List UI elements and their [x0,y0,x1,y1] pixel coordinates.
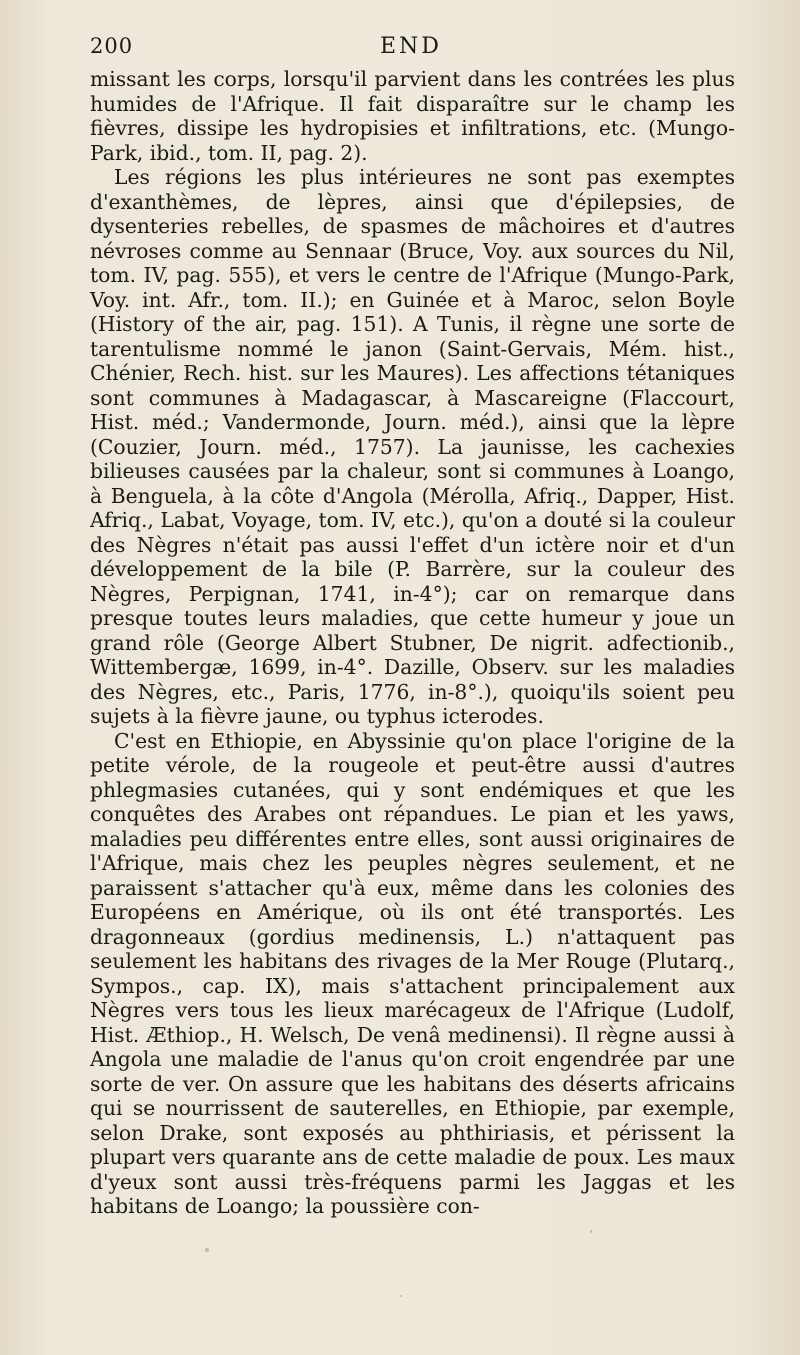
paragraph-3: C'est en Ethiopie, en Abyssinie qu'on place l'origine de la petite vérole, de la rougeole et peut-être aussi d'autres phlegmasies cutanées, qui y sont endémiques et que les conquêtes des Arabes ont répandues. Le pian et les yaws, maladies peu différentes entre elles, sont aussi originaires de l'Afrique, mais chez les peuples nègres seulement, et ne paraissent s'attacher qu'à eux, même dans les colonies des Européens en Amérique, où ils ont été transportés. Les dragonneaux (gordius medinensis, L.) n'attaquent pas seulement les habitans des rivages de la Mer Rouge (Plutarq., Sympos., cap. IX), mais s'attachent principalement aux Nègres vers tous les lieux marécageux de l'Afrique (Ludolf, Hist. Æthiop., H. Welsch, De venâ medinensi). Il règne aussi à Angola une maladie de l'anus qu'on croit engendrée par une sorte de ver. On assure que les habitans des déserts africains qui se nourrissent de sauterelles, en Ethiopie, par exemple, selon Drake, sont exposés au phthiriasis, et périssent la plupart vers quarante ans de cette maladie de poux. Les maux d'yeux sont aussi très-fréquens parmi les Jaggas et les habitans de Loango; la poussière con- [90,728,735,1218]
page-header [90,34,735,64]
paragraph-2: Les régions les plus intérieures ne sont pas exemptes d'exanthèmes, de lèpres, ainsi que d'épilepsies, de dysenteries rebelles, de spasmes de mâchoires et d'autres névroses comme au Sennaar (Bruce, Voy. aux sources du Nil, tom. IV, pag. 555), et vers le centre de l'Afrique (Mungo-Park, Voy. int. Afr., tom. II.); en Guinée et à Maroc, selon Boyle (History of the air, pag. 151). A Tunis, il règne une sorte de tarentulisme nommé le janon (Saint-Gervais, Mém. hist., Chénier, Rech. hist. sur les Maures). Les affections tétaniques sont communes à Madagascar, à Mascareigne (Flaccourt, Hist. méd.; Vandermonde, Journ. méd.), ainsi que la lèpre (Couzier, Journ. méd., 1757). La jaunisse, les cachexies bilieuses causées par la chaleur, sont si communes à Loango, à Benguela, à la côte d'Angola (Mérolla, Afriq., Dapper, Hist. Afriq., Labat, Voyage, tom. IV, etc.), qu'on a douté si la couleur des Nègres n'était pas aussi l'effet d'un ictère noir et d'un développement de la bile (P. Barrère, sur la couleur des Nègres, Perpignan, 1741, in-4°); car on remarque dans presque toutes leurs maladies, que cette humeur y joue un grand rôle (George Albert Stubner, De nigrit. adfectionib., Wittembergæ, 1699, in-4°. Dazille, Observ. sur les maladies des Nègres, etc., Paris, 1776, in-8°.), quoiqu'ils soient peu sujets à la fièvre jaune, ou typhus icterodes. [90,165,735,728]
paper-speck [400,1295,402,1297]
paragraph-1: missant les corps, lorsqu'il parvient dans les contrées les plus humides de l'Afrique. Il fait disparaître sur le champ les fièvres, dissipe les hydropisies et infiltrations, etc. (Mungo-Park, ibid., tom. II, pag. 2). [90,67,735,165]
paper-speck [590,1230,592,1233]
page-number: 200 [90,34,134,58]
running-head: END [380,34,442,59]
paper-speck [205,1248,209,1252]
body-text [90,67,735,1219]
